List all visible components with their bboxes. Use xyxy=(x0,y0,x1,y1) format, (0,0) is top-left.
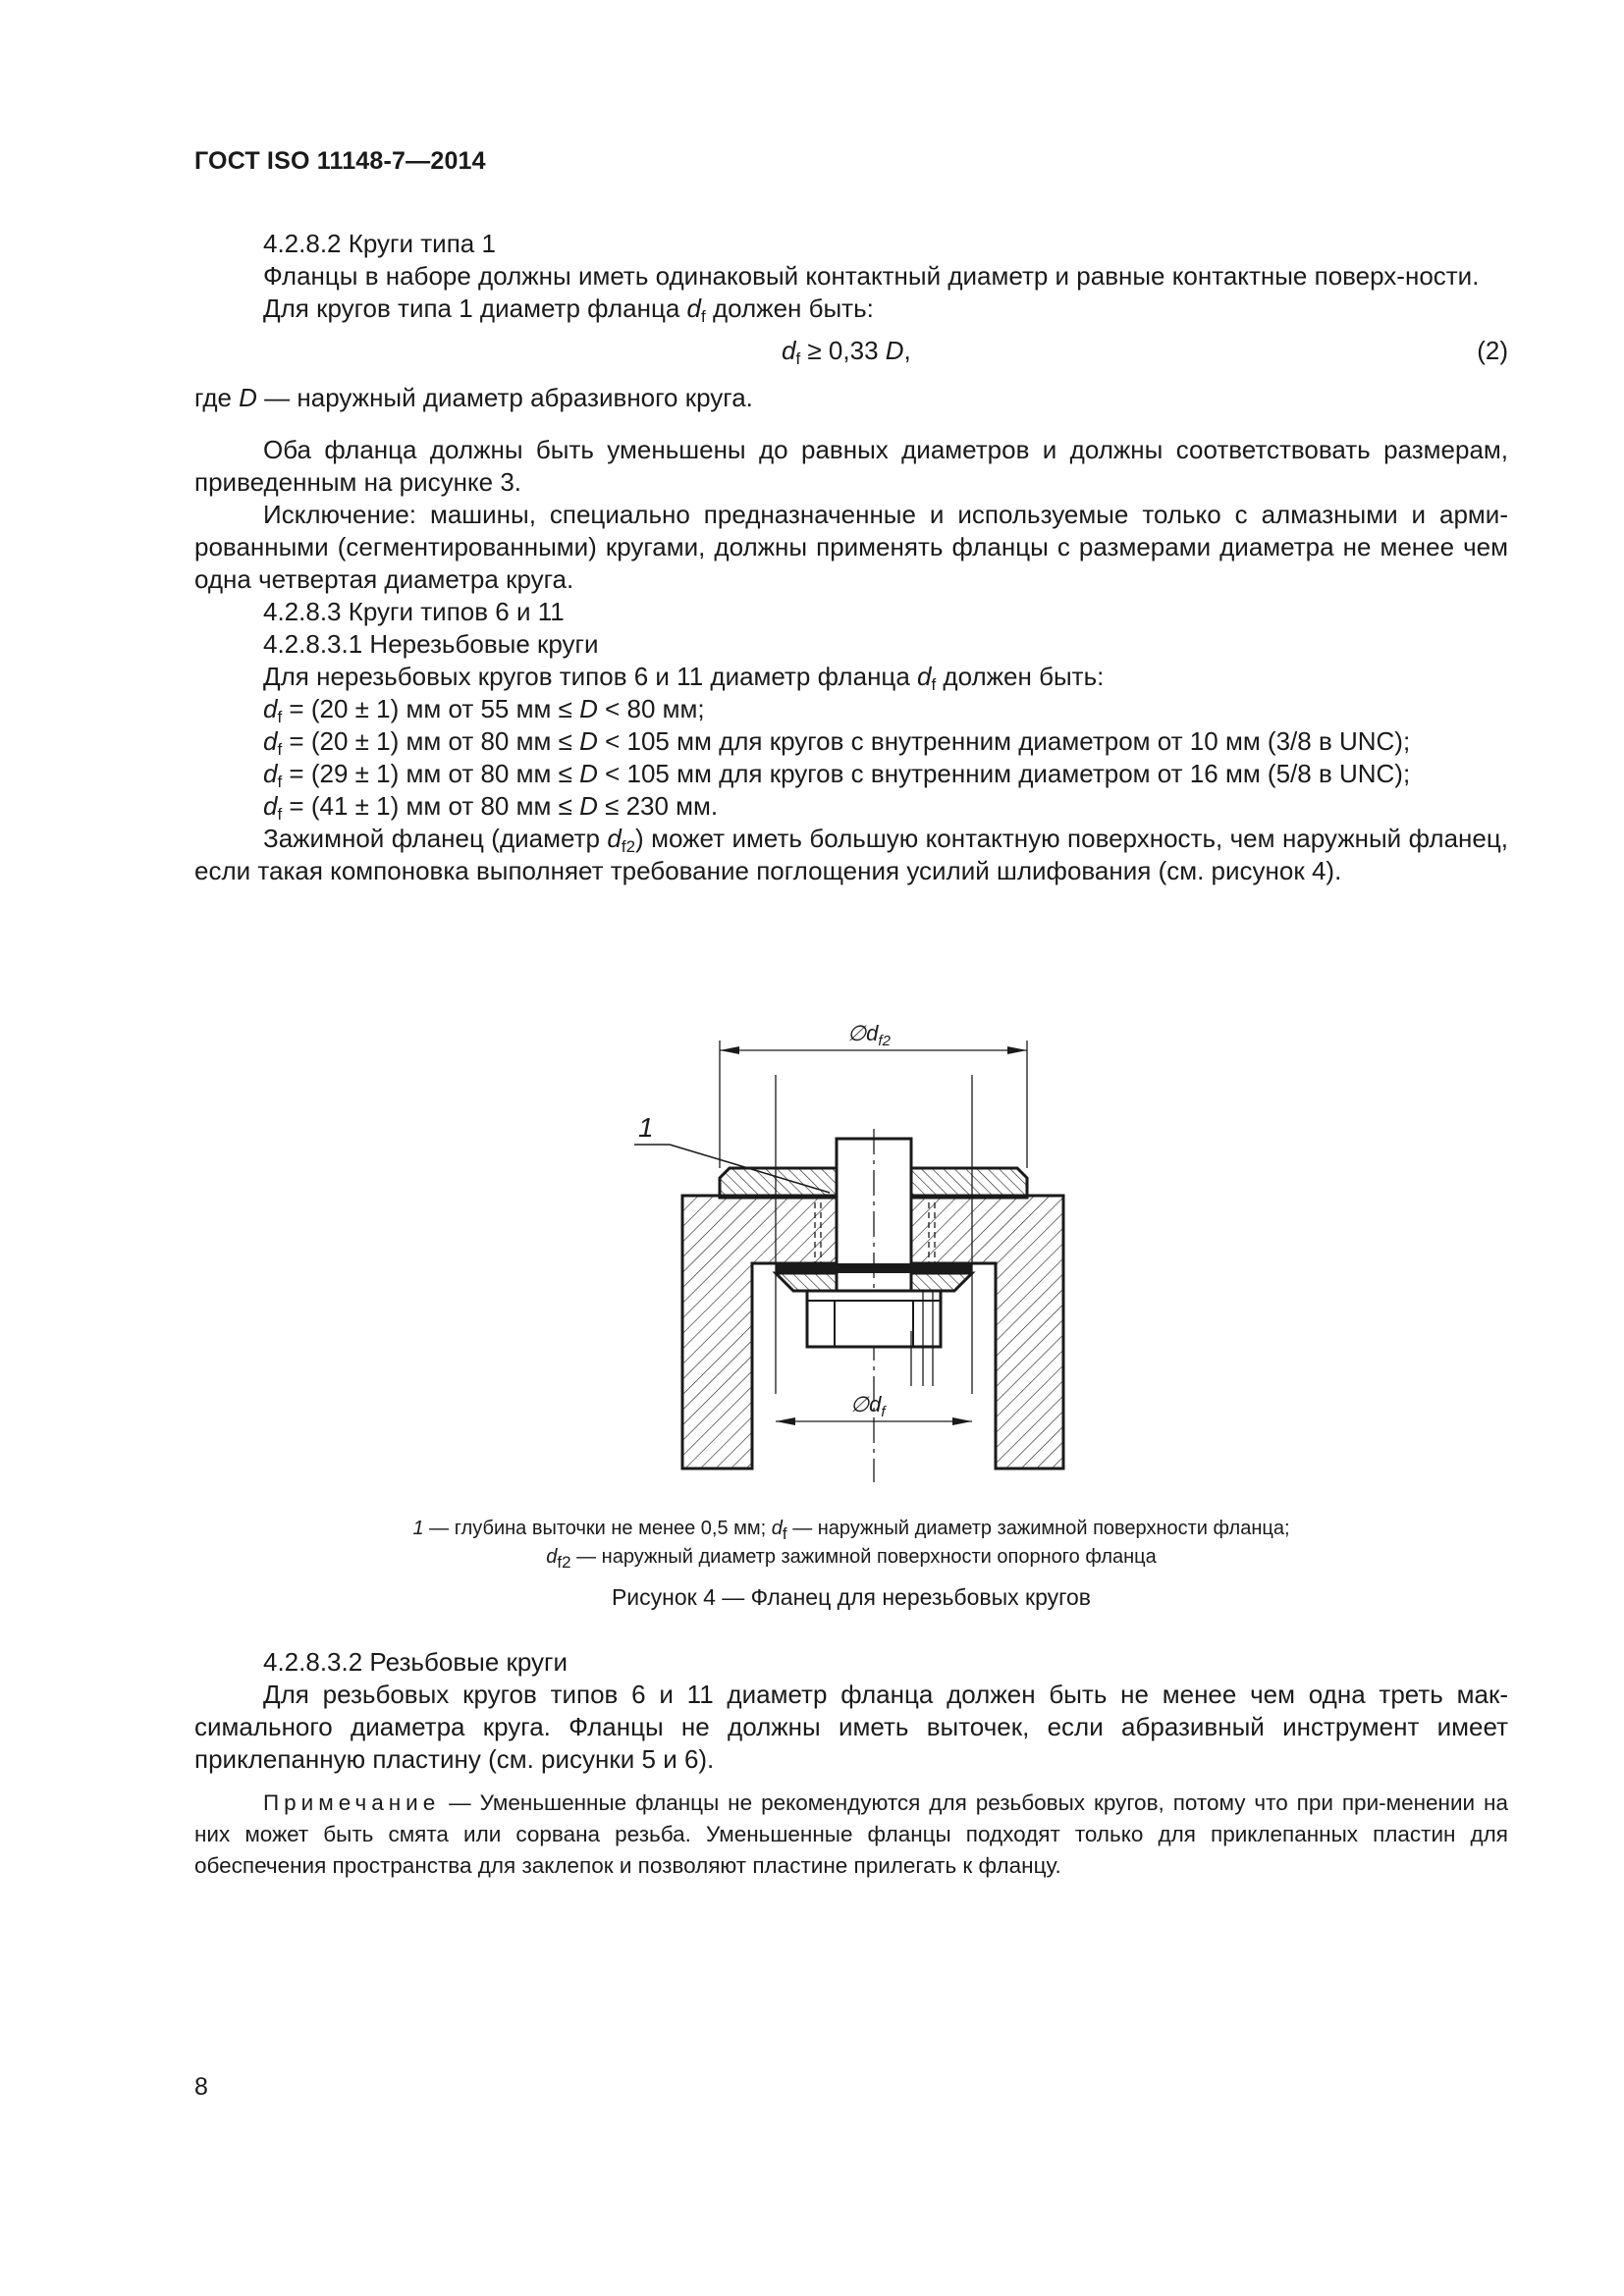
heading-4-2-8-3-2: 4.2.8.3.2 Резьбовые круги xyxy=(263,1647,568,1677)
paragraph-threaded-wheels: Для резьбовых кругов типов 6 и 11 диаметр фланца должен быть не менее чем одна треть мак-симального диаметра круга. Фланцы не должны иметь выточек, если абразивный инструмент имеет приклепанную пластину (см. рисунки 5 и 6). xyxy=(194,1680,1508,1774)
paragraph-where-d: где D — наружный диаметр абразивного круга. xyxy=(194,383,753,412)
flange-section-svg xyxy=(628,1021,1100,1482)
equation-number: (2) xyxy=(1477,336,1508,365)
paragraph-type1-diameter: Для кругов типа 1 диаметр фланца $d_f$ должен быть: xyxy=(263,294,874,326)
lower-flange-right xyxy=(911,1273,972,1291)
figure-legend xyxy=(194,1515,1508,1572)
df-line-1: $d_f = (20 \pm 1)$ мм от 55 мм ≤ D < 80 мм; xyxy=(263,694,705,726)
arrow-right-bottom xyxy=(952,1417,972,1425)
paragraph-flanges-equal: Фланцы в наборе должны иметь одинаковый контактный диаметр и равные контактные поверх-ности. xyxy=(263,261,1480,291)
paragraph-nonthreaded-intro: Для нерезьбовых кругов типов 6 и 11 диаметр фланца $d_f$ должен быть: xyxy=(263,662,1105,694)
arrow-left-bottom xyxy=(776,1417,795,1425)
paragraph-both-flanges: Оба фланца должны быть уменьшены до равных диаметров и должны соответствовать размерам, приведенным на рисунке 3. xyxy=(194,435,1508,497)
page-number: 8 xyxy=(194,2073,208,2101)
heading-4-2-8-3: 4.2.8.3 Круги типов 6 и 11 xyxy=(263,597,565,626)
dimension-label-df: $\emptyset d_f$ xyxy=(850,1392,886,1420)
paragraph-exception: Исключение: машины, специально предназначенные и используемые только с алмазными и арми-рованными (сегментированными) кругами, должны применять фланцы с размерами диаметра не менее чем одна четвертая диаметра круга. xyxy=(194,500,1508,594)
figure-caption: Рисунок 4 — Фланец для нерезьбовых кругов xyxy=(611,1584,1092,1610)
heading-4-2-8-2: 4.2.8.2 Круги типа 1 xyxy=(263,229,496,258)
equation-2 xyxy=(194,335,1508,374)
legend-line-2: $d_{f2}$ — наружный диаметр зажимной поверхности опорного фланца xyxy=(546,1546,1157,1572)
legend-line-1: 1 — глубина выточки не менее 0,5 мм; $d_f$ — наружный диаметр зажимной поверхности фланца; xyxy=(412,1518,1290,1543)
paragraph-clamp-flange: Зажимной фланец (диаметр $d_{f2}$) может иметь большую контактную поверхность, чем наружный фланец, если такая компоновка выполняет требование поглощения усилий шлифования (см. рисунок 4). xyxy=(194,824,1508,885)
callout-1: 1 xyxy=(638,1112,654,1143)
text-block-top xyxy=(194,228,1508,887)
arrow-right-top xyxy=(1007,1046,1027,1054)
df-line-3: $d_f = (29 \pm 1)$ мм от 80 мм ≤ D < 105 мм для кругов с внутренним диаметром от 16 мм (5/8 в UNC); xyxy=(263,759,1411,791)
nut xyxy=(807,1291,941,1347)
dimension-label-df2: $\emptyset d_{f2}$ xyxy=(847,1021,891,1049)
figure-4-drawing xyxy=(628,1021,1100,1482)
equation-formula: $d_f \ge 0,33$ D, xyxy=(782,336,911,368)
df-line-2: $d_f = (20 \pm 1)$ мм от 80 мм ≤ D < 105 мм для кругов с внутренним диаметром от 10 мм (3/8 в UNC); xyxy=(263,726,1411,759)
text-block-bottom xyxy=(194,1646,1508,1882)
arrow-left-top xyxy=(720,1046,739,1054)
note-paragraph: Примечание — Уменьшенные фланцы не рекомендуются для резьбовых кругов, потому что при при-менении на них может быть смята или сорвана резьба. Уменьшенные фланцы подходят только для приклепанных пластин для обеспечения пространства для заклепок и позволяют пластине прилегать к фланцу. xyxy=(194,1790,1508,1878)
document-header: ГОСТ ISO 11148-7—2014 xyxy=(194,147,486,175)
upper-flange-right xyxy=(911,1168,1027,1198)
upper-flange-left xyxy=(720,1168,837,1198)
df-line-4: $d_f = (41 \pm 1)$ мм от 80 мм ≤ D ≤ 230 мм. xyxy=(263,791,719,824)
lower-flange-left xyxy=(776,1273,837,1291)
heading-4-2-8-3-1: 4.2.8.3.1 Нерезьбовые круги xyxy=(263,629,599,659)
note-label: Примечание xyxy=(263,1790,441,1815)
